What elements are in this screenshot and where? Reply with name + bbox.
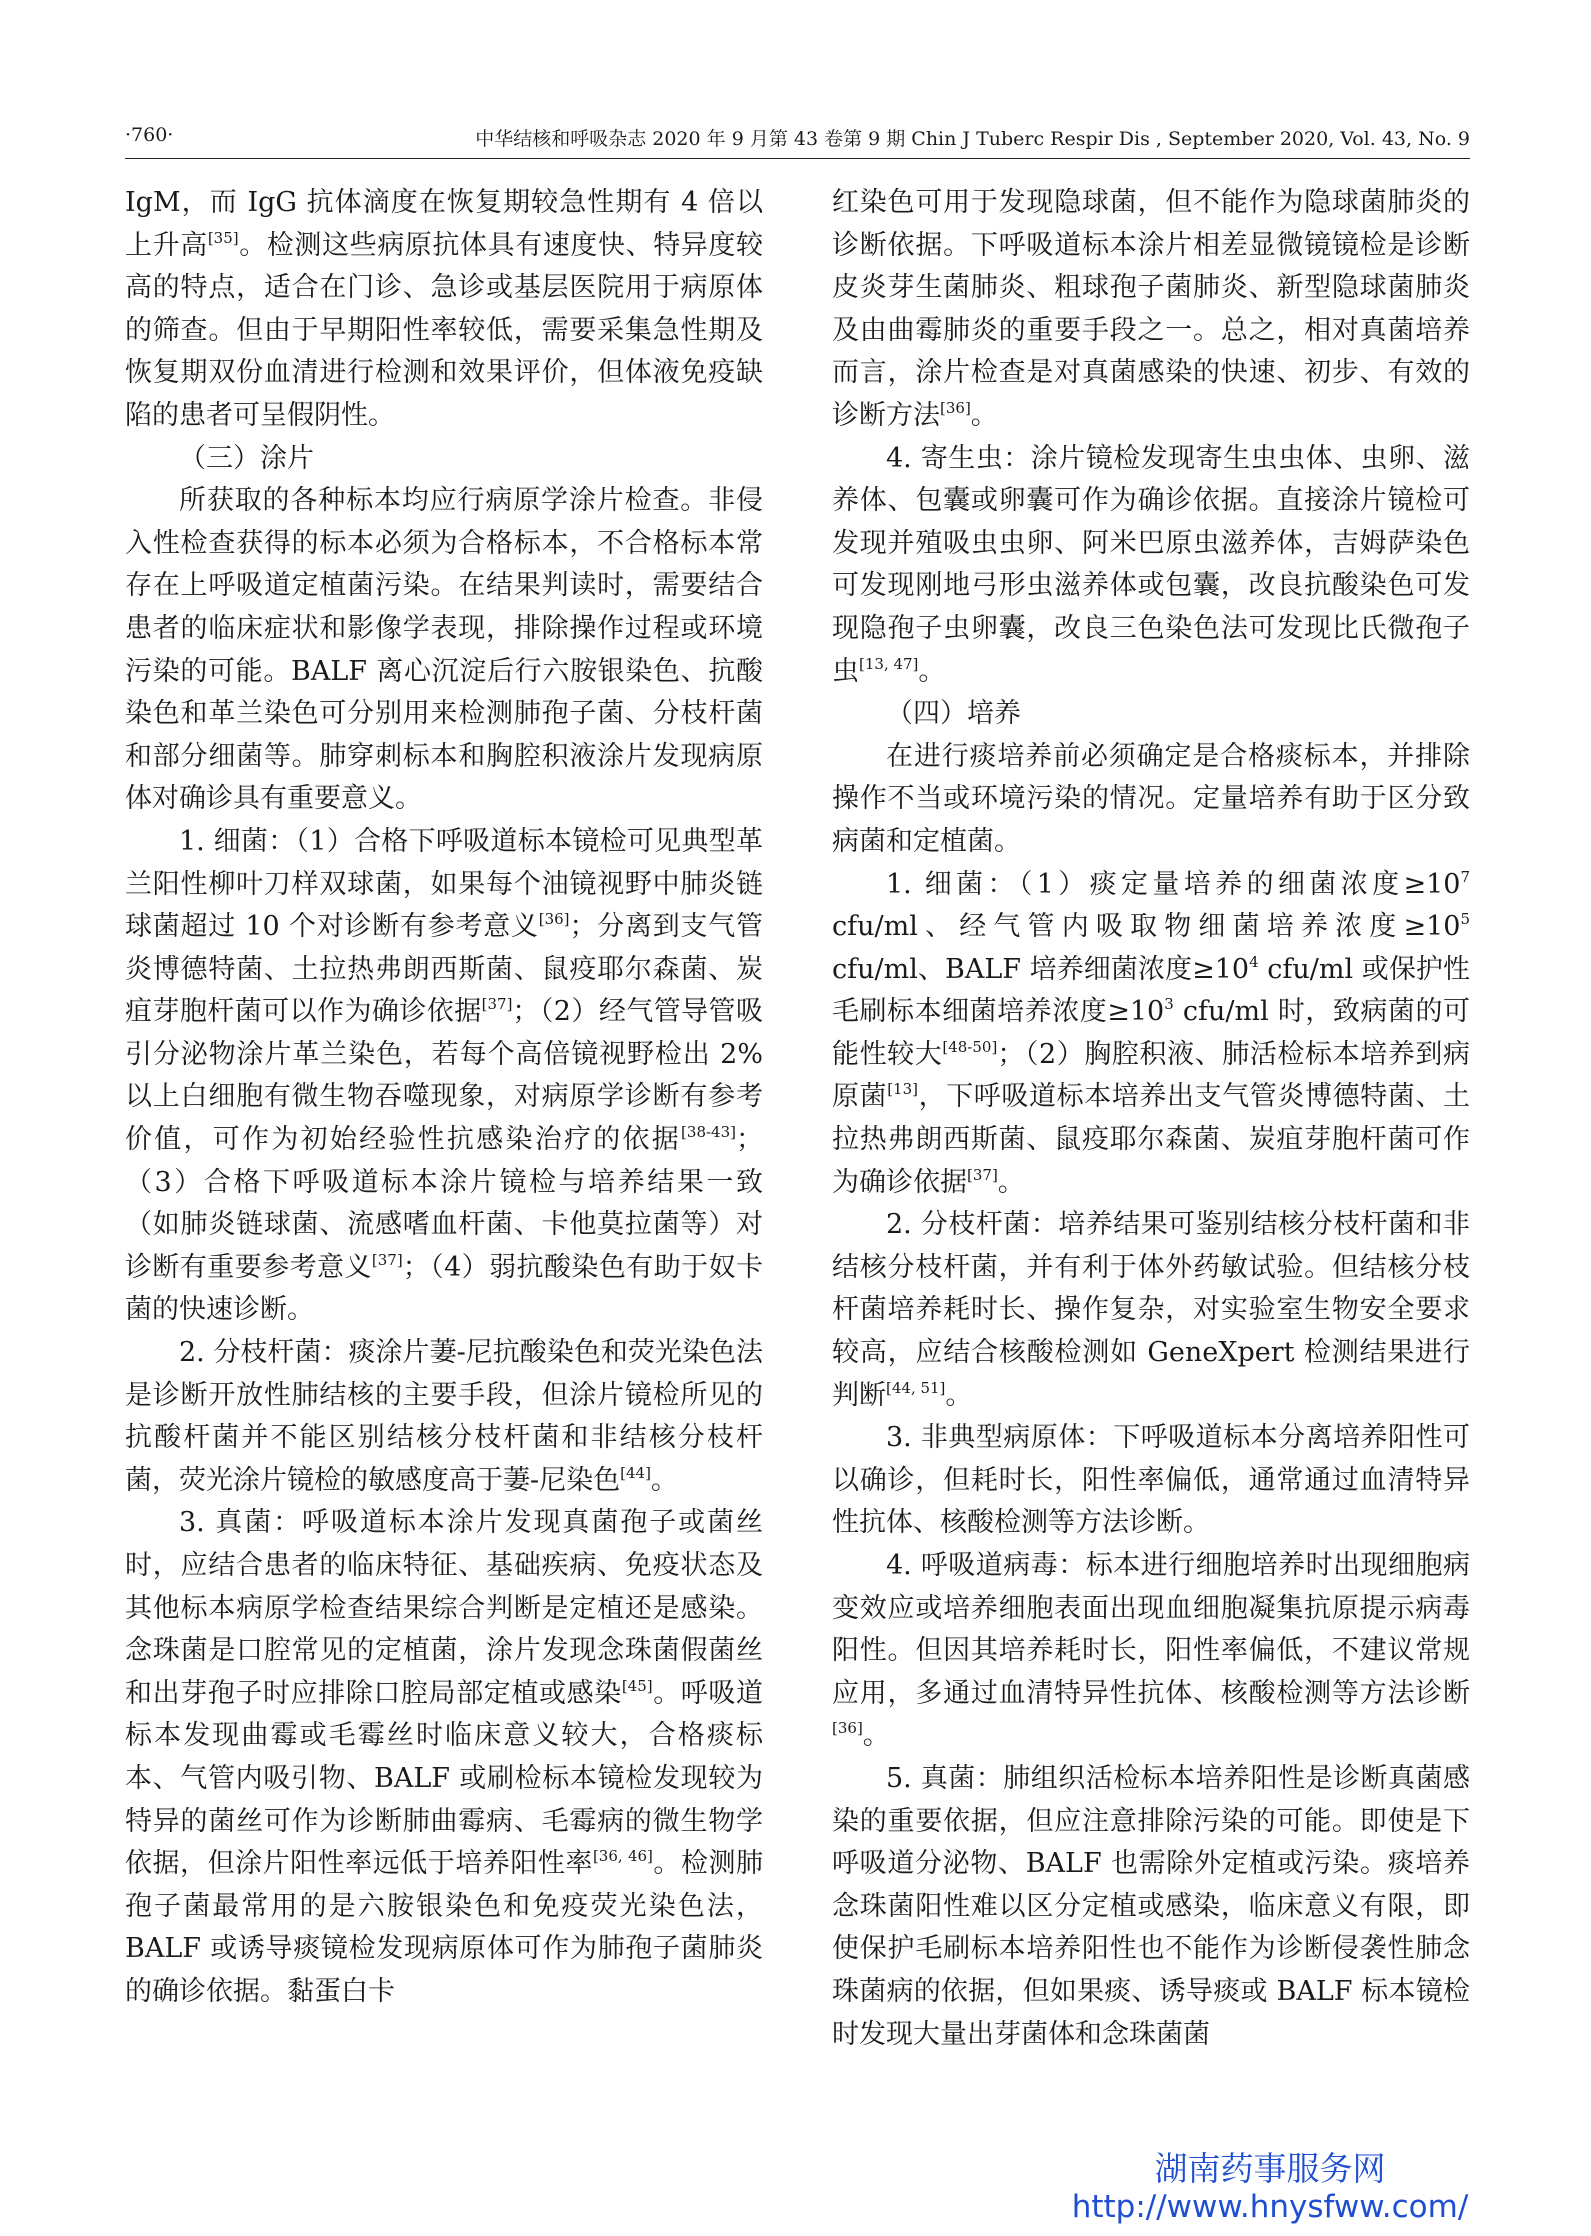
running-header bbox=[125, 118, 1470, 159]
citation-superscript: 5 bbox=[1460, 910, 1470, 929]
text-run: ；（4）弱抗酸染色有助于奴卡菌的快速诊断。 bbox=[125, 1251, 764, 1326]
text-run: 3. 非典型病原体：下呼吸道标本分离培养阳性可以确诊，但耗时长，阳性率偏低，通常通过血清特异性抗体、核酸检测等方法诊断。 bbox=[832, 1422, 1470, 1539]
text-run: ；（3）合格下呼吸道标本涂片镜检与培养结果一致（如肺炎链球菌、流感嗜血杆菌、卡他莫拉菌等）对诊断有重要参考意义 bbox=[125, 1124, 763, 1283]
text-run: 2. 分枝杆菌：痰涂片萋-尼抗酸染色和荧光染色法是诊断开放性肺结核的主要手段，但涂片镜检所见的抗酸杆菌并不能区别结核分枝杆菌和非结核分枝杆菌，荧光涂片镜检的敏感度高于萋-尼染色 bbox=[125, 1337, 763, 1496]
text-run: 4. 寄生虫：涂片镜检发现寄生虫虫体、虫卵、滋养体、包囊或卵囊可作为确诊依据。直接涂片镜检可发现并殖吸虫虫卵、阿米巴原虫滋养体，吉姆萨染色可发现刚地弓形虫滋养体或包囊，改良抗酸染色可发现隐孢子虫卵囊，改良三色染色法可发现比氏微孢子虫 bbox=[832, 442, 1470, 687]
paragraph bbox=[832, 438, 1470, 694]
paragraph bbox=[832, 693, 1470, 736]
citation-superscript: [36] bbox=[538, 910, 570, 929]
text-run: cfu/ml 时，致病菌的可能性较大 bbox=[832, 996, 1470, 1070]
text-run: ；分离到支气管炎博德特菌、土拉热弗朗西斯菌、鼠疫耶尔森菌、炭疽芽胞杆菌可以作为确诊依据 bbox=[125, 911, 763, 1028]
citation-superscript: [44, 51] bbox=[886, 1378, 946, 1397]
text-run: （四）培养 bbox=[886, 698, 1021, 730]
paragraph bbox=[125, 1332, 763, 1502]
paragraph bbox=[125, 182, 763, 438]
paragraph bbox=[832, 1545, 1470, 1758]
text-run: cfu/ml 或保护性毛刷标本细菌培养浓度≥10 bbox=[832, 953, 1470, 1028]
text-run: 。 bbox=[945, 1379, 973, 1411]
watermark-site-name: 湖南药事服务网 bbox=[1154, 2149, 1386, 2188]
citation-superscript: [35] bbox=[207, 228, 239, 247]
journal-citation: 中华结核和呼吸杂志 2020 年 9 月第 43 卷第 9 期 Chin J Tuberc Respir Dis , September 2020, Vol. 43, No. 9 bbox=[475, 128, 1470, 150]
citation-superscript: [37] bbox=[481, 995, 513, 1014]
citation-superscript: [45] bbox=[621, 1676, 653, 1695]
left-column bbox=[125, 182, 763, 2014]
text-run: 。 bbox=[862, 1720, 890, 1752]
text-run: 。 bbox=[650, 1464, 678, 1496]
page-number: ·760· bbox=[125, 124, 174, 146]
citation-superscript: [36] bbox=[832, 1719, 863, 1738]
text-run: 3. 真菌：呼吸道标本涂片发现真菌孢子或菌丝时，应结合患者的临床特征、基础疾病、免疫状态及其他标本病原学检查结果综合判断是定植还是感染。念珠菌是口腔常见的定植菌，涂片发现念珠菌假菌丝和出芽孢子时应排除口腔局部定植或感染 bbox=[125, 1507, 763, 1709]
right-column bbox=[832, 182, 1470, 2056]
text-run: 4. 呼吸道病毒：标本进行细胞培养时出现细胞病变效应或培养细胞表面出现血细胞凝集抗原提示病毒阳性。但因其培养耗时长，阳性率偏低，不建议常规应用，多通过血清特异性抗体、核酸检测等方法诊断 bbox=[832, 1550, 1470, 1709]
citation-superscript: 4 bbox=[1249, 952, 1259, 971]
text-run: 5. 真菌：肺组织活检标本培养阳性是诊断真菌感染的重要依据，但应注意排除污染的可能。即使是下呼吸道分泌物、BALF 也需除外定植或污染。痰培养念珠菌阳性难以区分定植或感染，临床意义有限，即使保护毛刷标本培养阳性也不能作为诊断侵袭性肺念珠菌病的依据，但如果痰、诱导痰或 BALF 标本镜检时发现大量出芽菌体和念珠菌菌 bbox=[832, 1762, 1470, 2050]
text-run: 。呼吸道标本发现曲霉或毛霉丝时临床意义较大，合格痰标本、气管内吸引物、BALF 或刷检标本镜检发现较为特异的菌丝可作为诊断肺曲霉病、毛霉病的微生物学依据，但涂片阳性率远低于培养阳性率 bbox=[125, 1677, 764, 1880]
citation-superscript: [48-50] bbox=[942, 1037, 998, 1056]
paragraph bbox=[125, 821, 763, 1332]
text-run: cfu/ml、经气管内吸取物细菌培养浓度≥10 bbox=[832, 911, 1461, 943]
text-run: 所获取的各种标本均应行病原学涂片检查。非侵入性检查获得的标本必须为合格标本，不合格标本常存在上呼吸道定植菌污染。在结果判读时，需要结合患者的临床症状和影像学表现，排除操作过程或环境污染的可能。BALF 离心沉淀后行六胺银染色、抗酸染色和革兰染色可分别用来检测肺孢子菌、分枝杆菌和部分细菌等。肺穿刺标本和胸腔积液涂片发现病原体对确诊具有重要意义。 bbox=[125, 485, 763, 815]
paragraph bbox=[832, 864, 1470, 1205]
text-run: 。检测这些病原抗体具有速度快、特异度较高的特点，适合在门诊、急诊或基层医院用于病原体的筛查。但由于早期阳性率较低，需要采集急性期及恢复期双份血清进行检测和效果评价，但体液免疫缺陷的患者可呈假阴性。 bbox=[125, 229, 764, 431]
citation-superscript: [36, 46] bbox=[592, 1847, 653, 1866]
paragraph bbox=[832, 1417, 1470, 1545]
text-run: IgM，而 IgG 抗体滴度在恢复期较急性期有 4 倍以上升高 bbox=[125, 187, 763, 261]
paragraph bbox=[125, 438, 763, 481]
text-run: ；（2）胸腔积液、肺活检标本培养到病原菌 bbox=[832, 1038, 1470, 1113]
citation-superscript: 3 bbox=[1164, 995, 1174, 1014]
text-run: 。检测肺孢子菌最常用的是六胺银染色和免疫荧光染色法，BALF 或诱导痰镜检发现病原体可作为肺孢子菌肺炎的确诊依据。黏蛋白卡 bbox=[125, 1848, 764, 2007]
text-run: cfu/ml、BALF 培养细菌浓度≥10 bbox=[832, 953, 1250, 985]
citation-superscript: [13, 47] bbox=[859, 654, 919, 673]
text-run: 在进行痰培养前必须确定是合格痰标本，并排除操作不当或环境污染的情况。定量培养有助于区分致病菌和定植菌。 bbox=[832, 740, 1470, 857]
text-run: 1. 细菌：（1）合格下呼吸道标本镜检可见典型革兰阳性柳叶刀样双球菌，如果每个油镜视野中肺炎链球菌超过 10 个对诊断有参考意义 bbox=[125, 825, 763, 943]
paragraph bbox=[832, 736, 1470, 864]
citation-superscript: [37] bbox=[371, 1250, 403, 1269]
paragraph bbox=[125, 1502, 763, 2013]
text-run: 1. 细菌：（1）痰定量培养的细菌浓度≥10 bbox=[886, 868, 1461, 900]
paragraph bbox=[832, 1204, 1470, 1417]
text-run: 。 bbox=[997, 1166, 1025, 1198]
text-run: ；（2）经气管导管吸引分泌物涂片革兰染色，若每个高倍镜视野检出 2% 以上白细胞有微生物吞噬现象，对病原学诊断有参考价值，可作为初始经验性抗感染治疗的依据 bbox=[125, 996, 763, 1156]
paragraph bbox=[832, 1758, 1470, 2056]
site-watermark bbox=[1050, 2150, 1490, 2226]
text-run: ，下呼吸道标本培养出支气管炎博德特菌、土拉热弗朗西斯菌、鼠疫耶尔森菌、炭疽芽胞杆菌可作为确诊依据 bbox=[832, 1081, 1471, 1198]
citation-superscript: [37] bbox=[967, 1165, 998, 1184]
text-run: 2. 分枝杆菌：培养结果可鉴别结核分枝杆菌和非结核分枝杆菌，并有利于体外药敏试验。但结核分枝杆菌培养耗时长、操作复杂，对实验室生物安全要求较高，应结合核酸检测如 GeneXpert 检测结果进行判断 bbox=[832, 1209, 1470, 1411]
citation-superscript: [44] bbox=[620, 1463, 651, 1482]
citation-superscript: 7 bbox=[1460, 867, 1470, 886]
paragraph bbox=[832, 182, 1470, 438]
text-run: 。 bbox=[970, 399, 998, 431]
citation-superscript: [36] bbox=[940, 398, 971, 417]
paragraph bbox=[125, 480, 763, 821]
citation-superscript: [38-43] bbox=[681, 1123, 736, 1142]
text-run: 红染色可用于发现隐球菌，但不能作为隐球菌肺炎的诊断依据。下呼吸道标本涂片相差显微镜镜检是诊断皮炎芽生菌肺炎、粗球孢子菌肺炎、新型隐球菌肺炎及由曲霉肺炎的重要手段之一。总之，相对真菌培养而言，涂片检查是对真菌感染的快速、初步、有效的诊断方法 bbox=[832, 187, 1470, 431]
text-run: 。 bbox=[918, 655, 946, 687]
text-run: （三）涂片 bbox=[179, 442, 314, 474]
citation-superscript: [13] bbox=[887, 1080, 918, 1099]
watermark-url: http://www.hnysfww.com/ bbox=[1071, 2189, 1469, 2225]
